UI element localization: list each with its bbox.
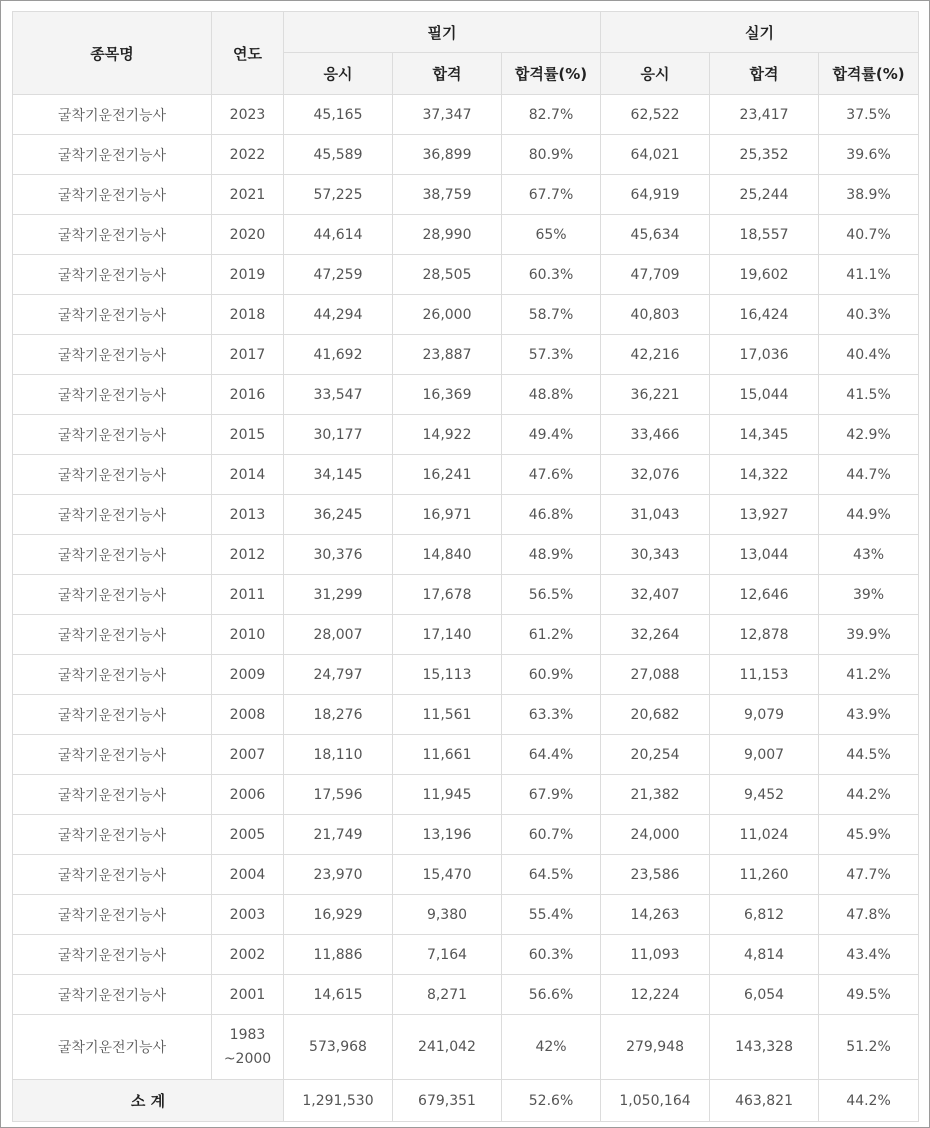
cell-name: 굴착기운전기능사 bbox=[13, 655, 212, 695]
cell-written-rate: 47.6% bbox=[502, 455, 601, 495]
cell-written-rate: 60.9% bbox=[502, 655, 601, 695]
total-written-rate: 52.6% bbox=[502, 1080, 601, 1122]
cell-year: 2006 bbox=[212, 775, 284, 815]
cell-written-passed: 15,470 bbox=[393, 855, 502, 895]
cell-practical-rate: 44.5% bbox=[819, 735, 919, 775]
cell-practical-passed: 9,007 bbox=[710, 735, 819, 775]
cell-written-rate: 57.3% bbox=[502, 335, 601, 375]
cell-written-applicants: 573,968 bbox=[284, 1015, 393, 1080]
cell-practical-applicants: 279,948 bbox=[601, 1015, 710, 1080]
cell-practical-applicants: 36,221 bbox=[601, 375, 710, 415]
cell-written-rate: 60.3% bbox=[502, 935, 601, 975]
cell-practical-rate: 38.9% bbox=[819, 175, 919, 215]
table-row bbox=[13, 895, 919, 935]
cell-practical-passed: 25,244 bbox=[710, 175, 819, 215]
cell-written-passed: 14,840 bbox=[393, 535, 502, 575]
cell-written-applicants: 28,007 bbox=[284, 615, 393, 655]
cell-practical-rate: 44.9% bbox=[819, 495, 919, 535]
table-row bbox=[13, 495, 919, 535]
cell-year bbox=[212, 1015, 284, 1080]
cell-practical-passed: 13,044 bbox=[710, 535, 819, 575]
cell-practical-applicants: 33,466 bbox=[601, 415, 710, 455]
cell-written-rate: 48.9% bbox=[502, 535, 601, 575]
cell-written-applicants: 30,376 bbox=[284, 535, 393, 575]
cell-written-rate: 60.7% bbox=[502, 815, 601, 855]
cell-practical-rate: 44.7% bbox=[819, 455, 919, 495]
cell-written-passed: 16,241 bbox=[393, 455, 502, 495]
cell-year: 2019 bbox=[212, 255, 284, 295]
cell-practical-passed: 11,153 bbox=[710, 655, 819, 695]
cell-practical-rate: 40.3% bbox=[819, 295, 919, 335]
cell-practical-applicants: 20,254 bbox=[601, 735, 710, 775]
cell-practical-applicants: 42,216 bbox=[601, 335, 710, 375]
cell-practical-rate: 47.7% bbox=[819, 855, 919, 895]
cell-practical-rate: 42.9% bbox=[819, 415, 919, 455]
table-row bbox=[13, 695, 919, 735]
header-practical-rate: 합격률(%) bbox=[819, 53, 919, 95]
cell-written-applicants: 31,299 bbox=[284, 575, 393, 615]
cell-written-rate: 80.9% bbox=[502, 135, 601, 175]
cell-written-applicants: 18,276 bbox=[284, 695, 393, 735]
table-row bbox=[13, 935, 919, 975]
cell-written-rate: 82.7% bbox=[502, 95, 601, 135]
cell-year-line1: 1983 bbox=[229, 1027, 266, 1043]
cell-practical-applicants: 14,263 bbox=[601, 895, 710, 935]
cell-written-passed: 17,140 bbox=[393, 615, 502, 655]
cell-practical-applicants: 40,803 bbox=[601, 295, 710, 335]
cell-written-rate: 49.4% bbox=[502, 415, 601, 455]
cell-name: 굴착기운전기능사 bbox=[13, 375, 212, 415]
cell-written-passed: 16,971 bbox=[393, 495, 502, 535]
cell-practical-rate: 40.4% bbox=[819, 335, 919, 375]
cell-written-applicants: 16,929 bbox=[284, 895, 393, 935]
cell-written-applicants: 18,110 bbox=[284, 735, 393, 775]
header-written-passed: 합격 bbox=[393, 53, 502, 95]
cell-written-applicants: 21,749 bbox=[284, 815, 393, 855]
cell-practical-passed: 9,079 bbox=[710, 695, 819, 735]
cell-year: 2020 bbox=[212, 215, 284, 255]
cell-practical-rate: 51.2% bbox=[819, 1015, 919, 1080]
total-practical-rate: 44.2% bbox=[819, 1080, 919, 1122]
cell-practical-rate: 41.1% bbox=[819, 255, 919, 295]
cell-year: 2008 bbox=[212, 695, 284, 735]
cell-written-applicants: 47,259 bbox=[284, 255, 393, 295]
cell-practical-applicants: 32,076 bbox=[601, 455, 710, 495]
table-row bbox=[13, 175, 919, 215]
header-written: 필기 bbox=[284, 12, 601, 53]
cell-practical-passed: 13,927 bbox=[710, 495, 819, 535]
cell-practical-passed: 4,814 bbox=[710, 935, 819, 975]
cell-written-rate: 65% bbox=[502, 215, 601, 255]
cell-year: 2011 bbox=[212, 575, 284, 615]
cell-written-applicants: 45,165 bbox=[284, 95, 393, 135]
cell-written-passed: 241,042 bbox=[393, 1015, 502, 1080]
cell-name: 굴착기운전기능사 bbox=[13, 455, 212, 495]
cell-written-applicants: 11,886 bbox=[284, 935, 393, 975]
exam-statistics-table bbox=[12, 11, 919, 1122]
cell-written-rate: 55.4% bbox=[502, 895, 601, 935]
table-row bbox=[13, 535, 919, 575]
cell-written-applicants: 45,589 bbox=[284, 135, 393, 175]
cell-written-rate: 64.5% bbox=[502, 855, 601, 895]
cell-written-passed: 14,922 bbox=[393, 415, 502, 455]
cell-written-passed: 17,678 bbox=[393, 575, 502, 615]
cell-practical-passed: 14,322 bbox=[710, 455, 819, 495]
cell-name: 굴착기운전기능사 bbox=[13, 495, 212, 535]
cell-written-rate: 56.6% bbox=[502, 975, 601, 1015]
cell-written-rate: 67.7% bbox=[502, 175, 601, 215]
cell-practical-passed: 18,557 bbox=[710, 215, 819, 255]
cell-practical-passed: 11,024 bbox=[710, 815, 819, 855]
cell-name: 굴착기운전기능사 bbox=[13, 615, 212, 655]
cell-name: 굴착기운전기능사 bbox=[13, 975, 212, 1015]
table-body bbox=[13, 95, 919, 1122]
cell-written-passed: 11,661 bbox=[393, 735, 502, 775]
header-practical: 실기 bbox=[601, 12, 919, 53]
table-row bbox=[13, 95, 919, 135]
cell-practical-rate: 49.5% bbox=[819, 975, 919, 1015]
table-row bbox=[13, 335, 919, 375]
cell-written-passed: 28,505 bbox=[393, 255, 502, 295]
cell-practical-rate: 39.6% bbox=[819, 135, 919, 175]
cell-written-passed: 23,887 bbox=[393, 335, 502, 375]
cell-year: 2023 bbox=[212, 95, 284, 135]
cell-written-applicants: 44,614 bbox=[284, 215, 393, 255]
cell-practical-applicants: 21,382 bbox=[601, 775, 710, 815]
cell-name: 굴착기운전기능사 bbox=[13, 175, 212, 215]
cell-year: 2005 bbox=[212, 815, 284, 855]
cell-practical-rate: 40.7% bbox=[819, 215, 919, 255]
cell-year: 2013 bbox=[212, 495, 284, 535]
cell-name: 굴착기운전기능사 bbox=[13, 535, 212, 575]
cell-name: 굴착기운전기능사 bbox=[13, 415, 212, 455]
cell-practical-applicants: 24,000 bbox=[601, 815, 710, 855]
cell-practical-passed: 15,044 bbox=[710, 375, 819, 415]
cell-written-rate: 64.4% bbox=[502, 735, 601, 775]
cell-practical-applicants: 62,522 bbox=[601, 95, 710, 135]
total-written-passed: 679,351 bbox=[393, 1080, 502, 1122]
cell-written-passed: 26,000 bbox=[393, 295, 502, 335]
cell-practical-passed: 16,424 bbox=[710, 295, 819, 335]
cell-practical-applicants: 12,224 bbox=[601, 975, 710, 1015]
cell-practical-passed: 23,417 bbox=[710, 95, 819, 135]
cell-year: 2018 bbox=[212, 295, 284, 335]
cell-practical-rate: 44.2% bbox=[819, 775, 919, 815]
cell-written-applicants: 14,615 bbox=[284, 975, 393, 1015]
cell-written-applicants: 33,547 bbox=[284, 375, 393, 415]
cell-year: 2002 bbox=[212, 935, 284, 975]
cell-practical-passed: 25,352 bbox=[710, 135, 819, 175]
cell-practical-applicants: 27,088 bbox=[601, 655, 710, 695]
cell-practical-rate: 43% bbox=[819, 535, 919, 575]
cell-practical-passed: 12,646 bbox=[710, 575, 819, 615]
cell-practical-applicants: 45,634 bbox=[601, 215, 710, 255]
cell-name: 굴착기운전기능사 bbox=[13, 695, 212, 735]
cell-practical-passed: 11,260 bbox=[710, 855, 819, 895]
cell-practical-applicants: 47,709 bbox=[601, 255, 710, 295]
cell-practical-passed: 17,036 bbox=[710, 335, 819, 375]
cell-name: 굴착기운전기능사 bbox=[13, 295, 212, 335]
cell-year: 2012 bbox=[212, 535, 284, 575]
cell-written-applicants: 57,225 bbox=[284, 175, 393, 215]
cell-written-rate: 58.7% bbox=[502, 295, 601, 335]
cell-practical-rate: 41.2% bbox=[819, 655, 919, 695]
cell-year: 2001 bbox=[212, 975, 284, 1015]
header-written-applicants: 응시 bbox=[284, 53, 393, 95]
cell-written-rate: 56.5% bbox=[502, 575, 601, 615]
cell-written-passed: 16,369 bbox=[393, 375, 502, 415]
cell-name: 굴착기운전기능사 bbox=[13, 95, 212, 135]
table-row bbox=[13, 735, 919, 775]
table-row bbox=[13, 295, 919, 335]
total-written-applicants: 1,291,530 bbox=[284, 1080, 393, 1122]
cell-practical-rate: 43.9% bbox=[819, 695, 919, 735]
cell-practical-passed: 14,345 bbox=[710, 415, 819, 455]
cell-practical-applicants: 32,264 bbox=[601, 615, 710, 655]
cell-written-rate: 67.9% bbox=[502, 775, 601, 815]
header-year: 연도 bbox=[212, 12, 284, 95]
cell-written-rate: 63.3% bbox=[502, 695, 601, 735]
cell-name: 굴착기운전기능사 bbox=[13, 935, 212, 975]
header-practical-applicants: 응시 bbox=[601, 53, 710, 95]
cell-written-passed: 8,271 bbox=[393, 975, 502, 1015]
cell-written-passed: 11,561 bbox=[393, 695, 502, 735]
cell-written-applicants: 24,797 bbox=[284, 655, 393, 695]
table-row bbox=[13, 135, 919, 175]
cell-written-applicants: 30,177 bbox=[284, 415, 393, 455]
table-row-total bbox=[13, 1080, 919, 1122]
cell-practical-passed: 6,054 bbox=[710, 975, 819, 1015]
cell-practical-rate: 45.9% bbox=[819, 815, 919, 855]
total-practical-passed: 463,821 bbox=[710, 1080, 819, 1122]
cell-year: 2017 bbox=[212, 335, 284, 375]
cell-practical-applicants: 23,586 bbox=[601, 855, 710, 895]
cell-practical-applicants: 64,021 bbox=[601, 135, 710, 175]
table-row bbox=[13, 415, 919, 455]
header-written-rate: 합격률(%) bbox=[502, 53, 601, 95]
cell-practical-passed: 12,878 bbox=[710, 615, 819, 655]
cell-written-passed: 13,196 bbox=[393, 815, 502, 855]
cell-year: 2004 bbox=[212, 855, 284, 895]
table-row bbox=[13, 775, 919, 815]
table-row bbox=[13, 255, 919, 295]
cell-practical-rate: 43.4% bbox=[819, 935, 919, 975]
table-row bbox=[13, 815, 919, 855]
cell-practical-rate: 39.9% bbox=[819, 615, 919, 655]
cell-written-passed: 37,347 bbox=[393, 95, 502, 135]
cell-written-applicants: 34,145 bbox=[284, 455, 393, 495]
cell-practical-passed: 9,452 bbox=[710, 775, 819, 815]
cell-written-rate: 46.8% bbox=[502, 495, 601, 535]
cell-written-rate: 61.2% bbox=[502, 615, 601, 655]
cell-year: 2009 bbox=[212, 655, 284, 695]
cell-year: 2015 bbox=[212, 415, 284, 455]
cell-written-rate: 60.3% bbox=[502, 255, 601, 295]
cell-written-applicants: 44,294 bbox=[284, 295, 393, 335]
cell-written-passed: 15,113 bbox=[393, 655, 502, 695]
cell-practical-rate: 39% bbox=[819, 575, 919, 615]
table-row bbox=[13, 455, 919, 495]
cell-year: 2010 bbox=[212, 615, 284, 655]
cell-practical-applicants: 31,043 bbox=[601, 495, 710, 535]
cell-name: 굴착기운전기능사 bbox=[13, 335, 212, 375]
cell-practical-passed: 143,328 bbox=[710, 1015, 819, 1080]
table-row bbox=[13, 855, 919, 895]
table-row bbox=[13, 975, 919, 1015]
cell-written-passed: 28,990 bbox=[393, 215, 502, 255]
cell-practical-rate: 37.5% bbox=[819, 95, 919, 135]
cell-written-applicants: 36,245 bbox=[284, 495, 393, 535]
table-row bbox=[13, 375, 919, 415]
cell-practical-applicants: 20,682 bbox=[601, 695, 710, 735]
cell-year: 2022 bbox=[212, 135, 284, 175]
cell-year: 2003 bbox=[212, 895, 284, 935]
cell-name: 굴착기운전기능사 bbox=[13, 775, 212, 815]
cell-practical-applicants: 30,343 bbox=[601, 535, 710, 575]
table-row bbox=[13, 615, 919, 655]
cell-written-applicants: 17,596 bbox=[284, 775, 393, 815]
cell-practical-applicants: 32,407 bbox=[601, 575, 710, 615]
cell-year: 2014 bbox=[212, 455, 284, 495]
cell-name: 굴착기운전기능사 bbox=[13, 1015, 212, 1080]
cell-practical-passed: 6,812 bbox=[710, 895, 819, 935]
cell-name: 굴착기운전기능사 bbox=[13, 815, 212, 855]
cell-name: 굴착기운전기능사 bbox=[13, 255, 212, 295]
cell-practical-applicants: 11,093 bbox=[601, 935, 710, 975]
cell-written-passed: 11,945 bbox=[393, 775, 502, 815]
header-practical-passed: 합격 bbox=[710, 53, 819, 95]
cell-year-line2: ~2000 bbox=[223, 1051, 272, 1067]
cell-year: 2021 bbox=[212, 175, 284, 215]
cell-name: 굴착기운전기능사 bbox=[13, 735, 212, 775]
cell-written-rate: 48.8% bbox=[502, 375, 601, 415]
cell-year: 2016 bbox=[212, 375, 284, 415]
cell-name: 굴착기운전기능사 bbox=[13, 135, 212, 175]
header-name: 종목명 bbox=[13, 12, 212, 95]
table-row bbox=[13, 575, 919, 615]
cell-practical-rate: 47.8% bbox=[819, 895, 919, 935]
cell-name: 굴착기운전기능사 bbox=[13, 215, 212, 255]
cell-written-passed: 9,380 bbox=[393, 895, 502, 935]
table-row bbox=[13, 655, 919, 695]
cell-year: 2007 bbox=[212, 735, 284, 775]
cell-written-passed: 7,164 bbox=[393, 935, 502, 975]
table-row-range bbox=[13, 1015, 919, 1080]
cell-name: 굴착기운전기능사 bbox=[13, 895, 212, 935]
cell-written-passed: 38,759 bbox=[393, 175, 502, 215]
cell-name: 굴착기운전기능사 bbox=[13, 575, 212, 615]
cell-written-passed: 36,899 bbox=[393, 135, 502, 175]
cell-practical-rate: 41.5% bbox=[819, 375, 919, 415]
cell-written-rate: 42% bbox=[502, 1015, 601, 1080]
cell-written-applicants: 23,970 bbox=[284, 855, 393, 895]
total-label: 소 계 bbox=[13, 1080, 284, 1122]
total-practical-applicants: 1,050,164 bbox=[601, 1080, 710, 1122]
cell-name: 굴착기운전기능사 bbox=[13, 855, 212, 895]
table-row bbox=[13, 215, 919, 255]
cell-practical-passed: 19,602 bbox=[710, 255, 819, 295]
cell-practical-applicants: 64,919 bbox=[601, 175, 710, 215]
cell-written-applicants: 41,692 bbox=[284, 335, 393, 375]
